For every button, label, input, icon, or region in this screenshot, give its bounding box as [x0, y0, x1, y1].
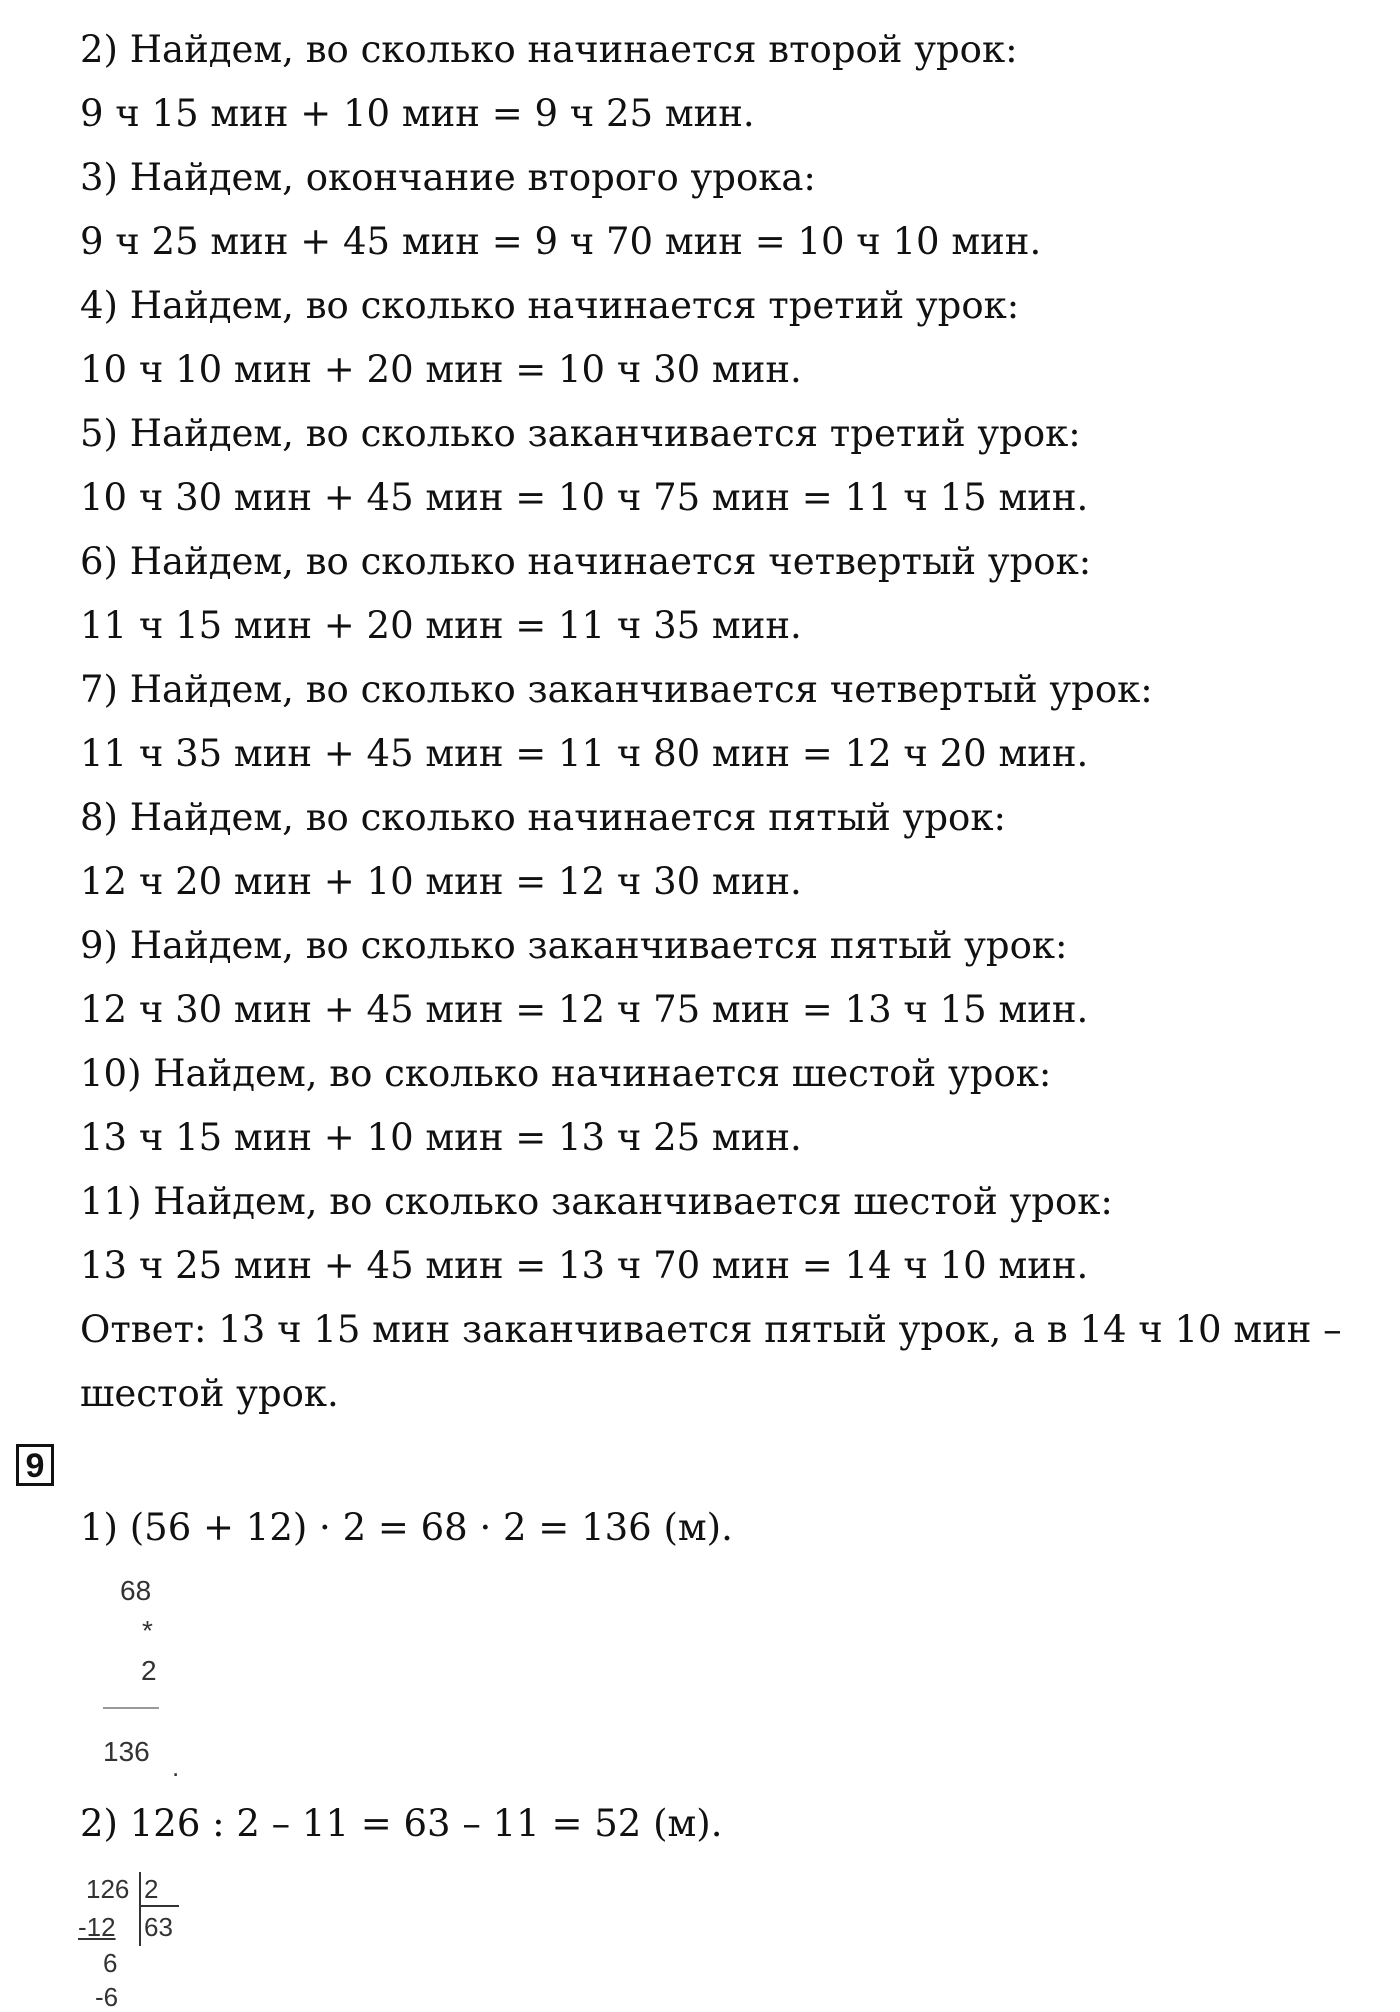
- division-quotient: 63: [144, 1912, 173, 1942]
- text-line: 12 ч 30 мин + 45 мин = 12 ч 75 мин = 13 ч 15 мин.: [80, 988, 1089, 1031]
- text-line: 9) Найдем, во сколько заканчивается пятый урок:: [80, 924, 1068, 967]
- text-line: 9 ч 15 мин + 10 мин = 9 ч 25 мин.: [80, 92, 755, 135]
- text-line: 4) Найдем, во сколько начинается третий урок:: [80, 284, 1020, 327]
- text-line: 10) Найдем, во сколько начинается шестой урок:: [80, 1052, 1052, 1095]
- text-line: 7) Найдем, во сколько заканчивается четвертый урок:: [80, 668, 1153, 711]
- text-line: 5) Найдем, во сколько заканчивается третий урок:: [80, 412, 1081, 455]
- division-divisor-underline: [139, 1905, 179, 1907]
- division-subtract-2: -6: [95, 1982, 119, 2012]
- mult-trailing-dot: .: [172, 1752, 180, 1782]
- division-vertical-line: [139, 1872, 141, 1946]
- text-line: 11) Найдем, во сколько заканчивается шестой урок:: [80, 1180, 1113, 1223]
- answer-line: Ответ: 13 ч 15 мин заканчивается пятый урок, а в 14 ч 10 мин –: [80, 1308, 1342, 1351]
- text-line: 10 ч 30 мин + 45 мин = 10 ч 75 мин = 11 ч 15 мин.: [80, 476, 1089, 519]
- text-line: 11 ч 35 мин + 45 мин = 11 ч 80 мин = 12 ч 20 мин.: [80, 732, 1089, 775]
- text-line: 10 ч 10 мин + 20 мин = 10 ч 30 мин.: [80, 348, 802, 391]
- division-remainder-1: 6: [103, 1948, 118, 1978]
- mult-operand2: 2: [141, 1655, 157, 1686]
- answer-line: шестой урок.: [80, 1372, 339, 1415]
- mult-operand1: 68: [120, 1575, 152, 1606]
- mult-result-line: [103, 1707, 159, 1709]
- task9-step2: 2) 126 : 2 – 11 = 63 – 11 = 52 (м).: [80, 1802, 723, 1845]
- text-line: 2) Найдем, во сколько начинается второй урок:: [80, 28, 1018, 71]
- division-subtract-1: -12: [78, 1912, 116, 1942]
- text-line: 12 ч 20 мин + 10 мин = 12 ч 30 мин.: [80, 860, 802, 903]
- text-line: 9 ч 25 мин + 45 мин = 9 ч 70 мин = 10 ч 10 мин.: [80, 220, 1042, 263]
- text-line: 8) Найдем, во сколько начинается пятый урок:: [80, 796, 1006, 839]
- text-line: 3) Найдем, окончание второго урока:: [80, 156, 816, 199]
- text-line: 11 ч 15 мин + 20 мин = 11 ч 35 мин.: [80, 604, 802, 647]
- text-line: 13 ч 15 мин + 10 мин = 13 ч 25 мин.: [80, 1116, 802, 1159]
- text-line: 6) Найдем, во сколько начинается четвертый урок:: [80, 540, 1092, 583]
- mult-result: 136: [103, 1736, 150, 1767]
- task9-step1: 1) (56 + 12) · 2 = 68 · 2 = 136 (м).: [80, 1506, 733, 1549]
- mult-operator: *: [142, 1615, 153, 1646]
- division-divisor: 2: [144, 1874, 159, 1904]
- task-number-box: 9: [16, 1444, 54, 1486]
- division-dividend: 126: [86, 1874, 130, 1904]
- text-line: 13 ч 25 мин + 45 мин = 13 ч 70 мин = 14 ч 10 мин.: [80, 1244, 1089, 1287]
